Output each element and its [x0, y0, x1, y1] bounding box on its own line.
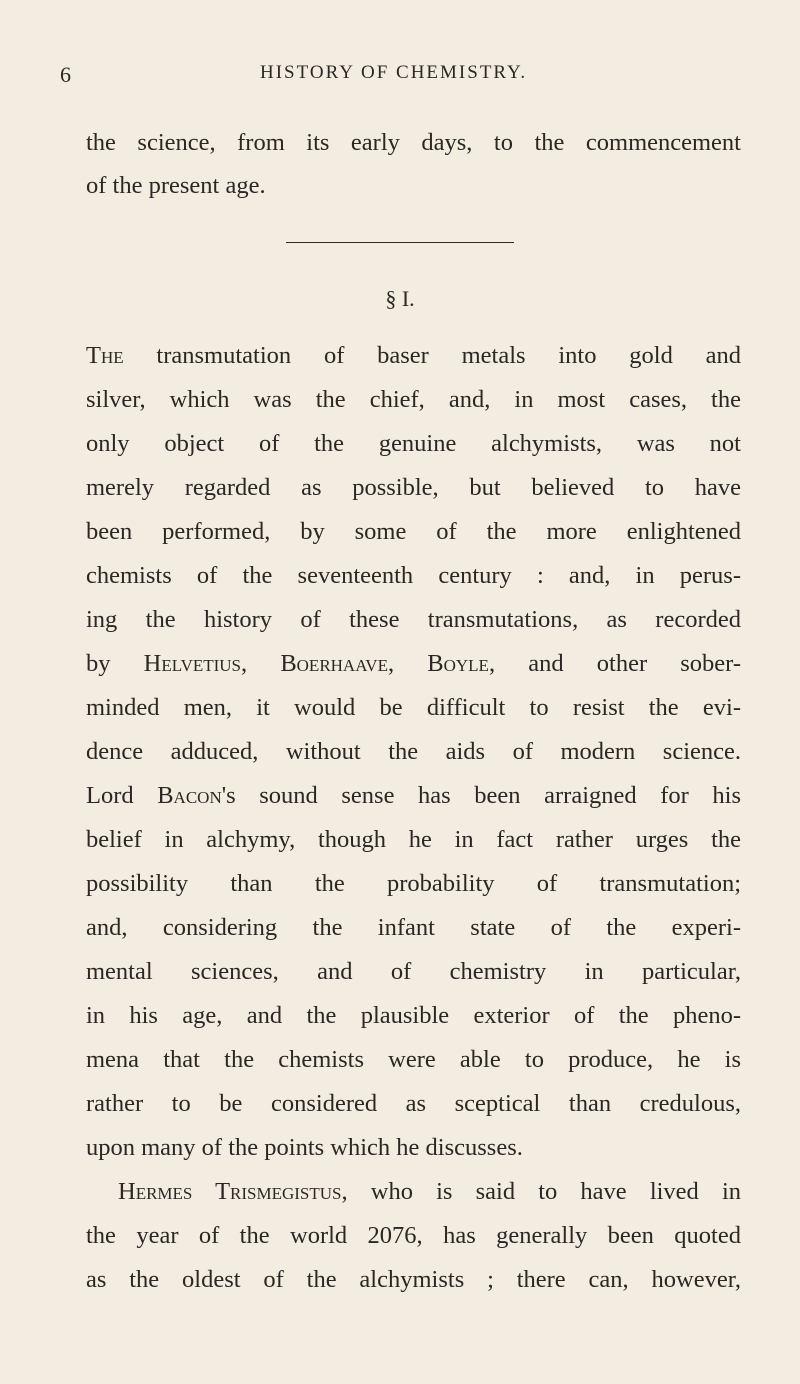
body-line-11 — [86, 781, 741, 811]
body-line-8 — [86, 649, 741, 679]
section-divider — [286, 242, 514, 243]
page-header — [60, 62, 740, 86]
body-line-16: in his age, and the plausible exterior of the pheno- — [86, 1002, 741, 1029]
body-line-18: rather to be considered as sceptical than credulous, — [86, 1090, 741, 1117]
body-line-20 — [118, 1177, 741, 1207]
name-hermes-trismegistus: Hermes Trismegistus — [118, 1178, 342, 1205]
section-heading: § I. — [385, 286, 415, 311]
body-line-6: chemists of the seventeenth century : and, in perus- — [86, 562, 741, 589]
drop-word: The — [86, 342, 124, 369]
name-boyle: Boyle — [427, 650, 489, 677]
body-line-8-part-2: , — [241, 650, 281, 677]
body-line-7: ing the history of these transmutations, as recorded — [86, 606, 741, 633]
body-line-2: silver, which was the chief, and, in most cases, the — [86, 386, 741, 413]
body-line-20-rest: , who is said to have lived in — [341, 1178, 742, 1205]
body-line-8-part-1: by — [86, 650, 144, 677]
intro-line-1: the science, from its early days, to the commencement — [86, 129, 741, 156]
name-boerhaave: Boerhaave — [280, 650, 388, 677]
body-line-4: merely regarded as possible, but believed to have — [86, 474, 741, 501]
body-line-5: been performed, by some of the more enlightened — [86, 518, 741, 545]
body-line-11-part-2: 's sound sense has been arraigned for his — [221, 782, 741, 809]
intro-line-2: of the present age. — [86, 172, 266, 199]
name-bacon: Bacon — [157, 782, 222, 809]
body-line-8-part-4: , and other sober- — [488, 650, 742, 677]
body-line-9: minded men, it would be difficult to resist the evi- — [86, 694, 741, 721]
body-line-22: as the oldest of the alchymists ; there can, however, — [86, 1266, 741, 1293]
body-line-13: possibility than the probability of transmutation; — [86, 870, 741, 897]
body-line-15: mental sciences, and of chemistry in particular, — [86, 958, 741, 985]
body-line-1 — [86, 341, 741, 371]
body-line-12: belief in alchymy, though he in fact rather urges the — [86, 826, 741, 853]
body-line-21: the year of the world 2076, has generally been quoted — [86, 1222, 741, 1249]
body-line-14: and, considering the infant state of the experi- — [86, 914, 741, 941]
body-line-19: upon many of the points which he discusses. — [86, 1134, 523, 1161]
body-line-1-rest: transmutation of baser metals into gold and — [123, 342, 741, 369]
body-line-11-part-1: Lord — [86, 782, 158, 809]
body-line-17: mena that the chemists were able to produce, he is — [86, 1046, 741, 1073]
body-line-10: dence adduced, without the aids of modern science. — [86, 738, 741, 765]
running-head: HISTORY OF CHEMISTRY. — [260, 62, 528, 83]
name-helvetius: Helvetius — [143, 650, 242, 677]
body-line-8-part-3: , — [387, 650, 428, 677]
body-line-3: only object of the genuine alchymists, was not — [86, 430, 741, 457]
page-number: 6 — [60, 62, 71, 87]
